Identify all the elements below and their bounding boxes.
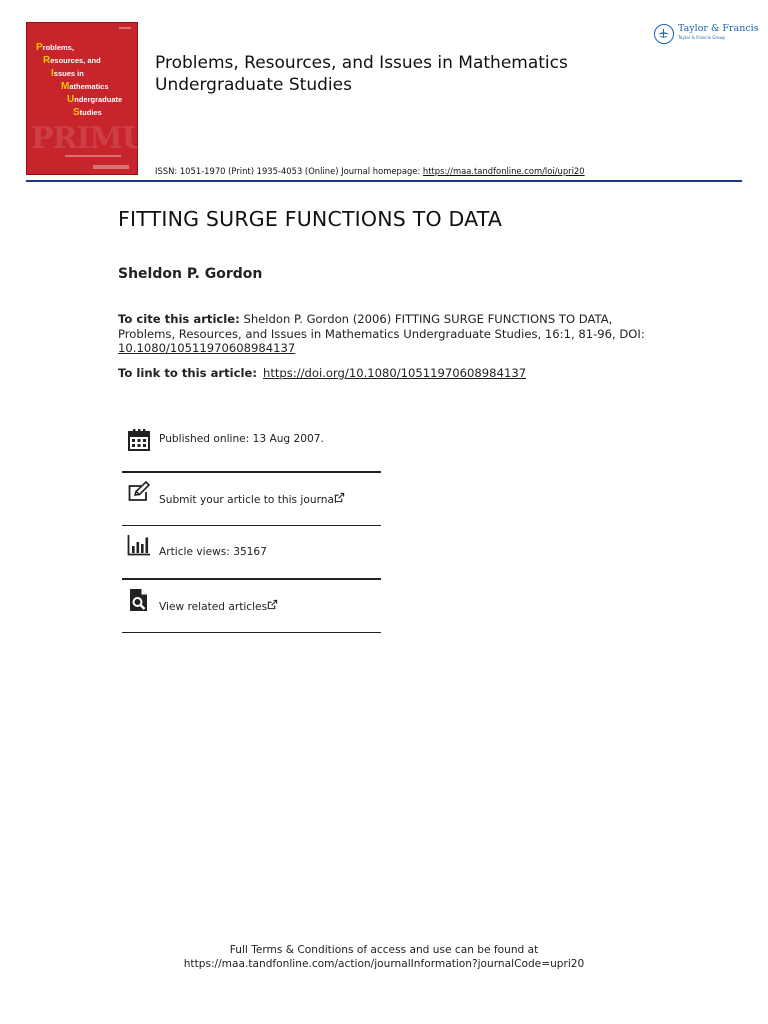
related-articles-link[interactable] [122,580,381,632]
footer-terms [0,943,768,972]
publisher-logo[interactable] [654,22,759,48]
published-row [122,420,381,471]
search-document-icon [127,588,151,612]
issn-text: ISSN: 1051-1970 (Print) 1935-4053 (Online) Journal homepage: [155,166,423,176]
divider [122,632,381,634]
cover-line-4: Mathematics [61,81,109,92]
published-text: Published online: 13 Aug 2007. [159,433,324,445]
article-info-list [122,420,381,633]
cover-line-6: Studies [73,107,102,118]
article-views-text: Article views: 35167 [159,546,267,559]
cover-line-1: Problems, [36,42,74,53]
doi-link[interactable]: 10.1080/10511970608984137 [118,341,296,356]
issn-line [155,166,585,176]
cover-line-5: Undergraduate [67,94,123,105]
bar-chart-icon [127,533,151,557]
cover-detail [119,27,131,29]
submit-article-link[interactable] [122,473,381,525]
article-link-label: To link to this article: [118,366,257,380]
citation [118,312,648,356]
header-rule [26,180,742,182]
external-link-icon [267,599,278,610]
article-link[interactable]: https://doi.org/10.1080/10511970608984137 [262,366,527,380]
citation-text: Sheldon P. Gordon (2006) FITTING SURGE FUNCTIONS TO DATA, Problems, Resources, and Issues in Mathematics Undergraduate Studies, 16:1, 81-96, DOI: [118,312,645,341]
cover-detail [65,155,121,157]
cover-line-3: Issues in [51,68,84,79]
calendar-icon [127,428,151,452]
article-author: Sheldon P. Gordon [118,266,263,282]
journal-homepage-link[interactable]: https://maa.tandfonline.com/loi/upri20 [422,166,585,176]
article-views-row [122,526,381,578]
external-link-icon [334,492,345,503]
publisher-logo-icon [654,24,674,44]
citation-label: To cite this article: [118,312,240,326]
cover-line-2: Resources, and [43,55,101,66]
related-articles-text: View related articles [159,600,268,613]
cover-detail [93,165,129,169]
publisher-subname: Taylor & Francis Group [678,35,726,40]
cover-watermark: PRIMUS [31,121,168,156]
edit-icon [127,481,151,505]
journal-cover [26,22,168,175]
article-link-line [118,366,526,380]
journal-title: Problems, Resources, and Issues in Mathematics Undergraduate Studies [155,53,568,95]
footer-terms-link[interactable]: https://maa.tandfonline.com/action/journalInformation?journalCode=upri20 [183,958,585,971]
footer-line-1: Full Terms & Conditions of access and use can be found at [229,944,539,956]
submit-article-text: Submit your article to this journal [159,493,337,506]
publisher-name: Taylor & Francis [678,23,759,34]
article-title: FITTING SURGE FUNCTIONS TO DATA [118,207,503,231]
